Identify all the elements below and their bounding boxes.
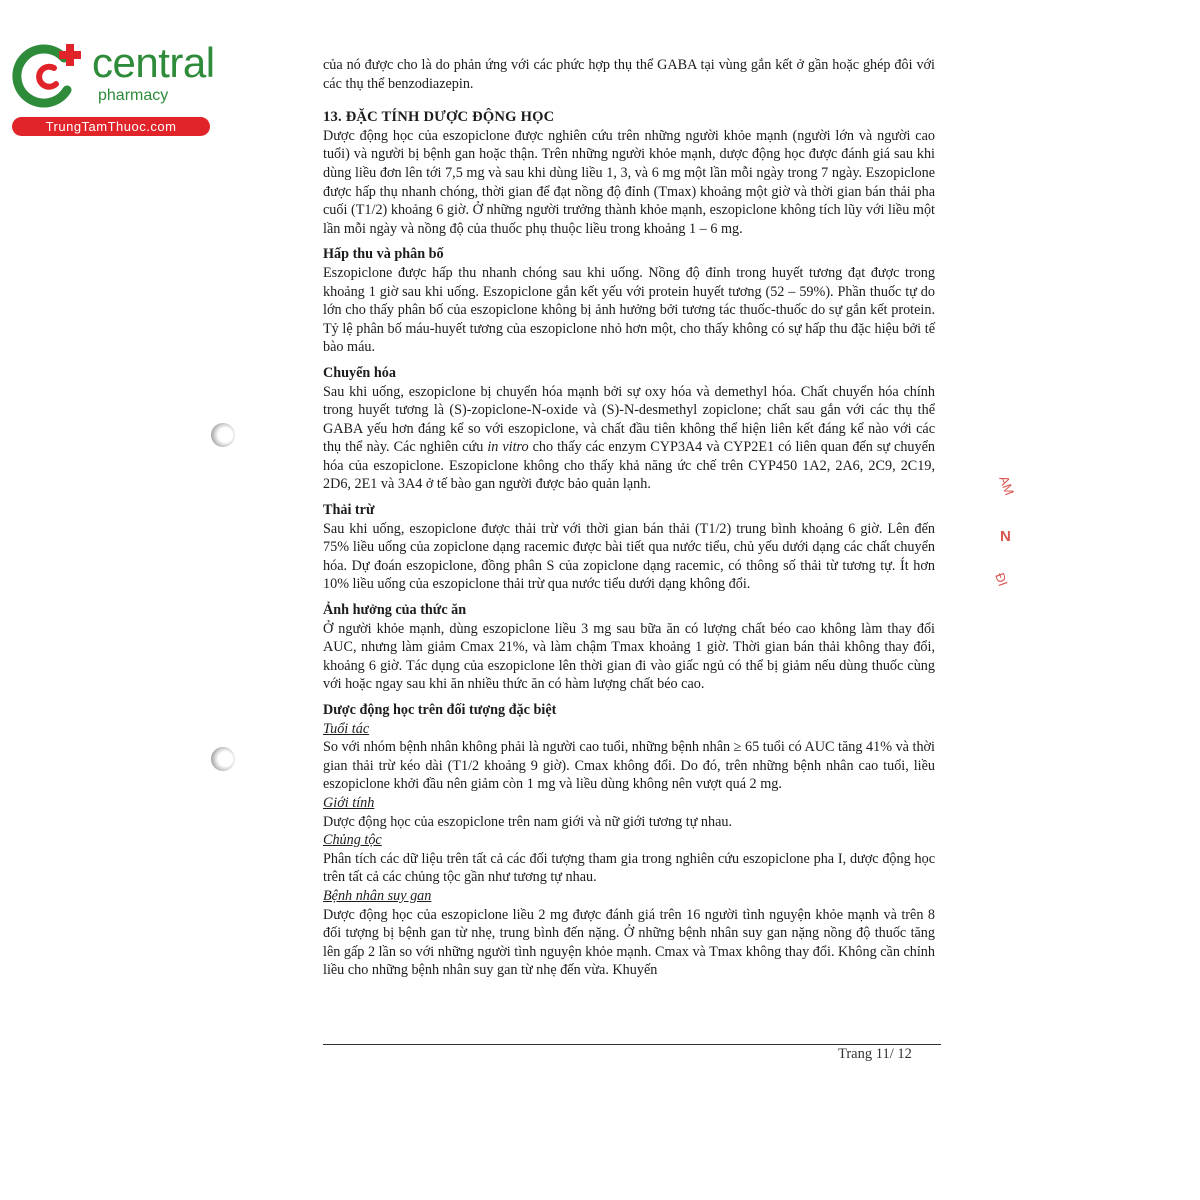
punch-hole-top	[211, 423, 235, 447]
special-heading: Dược động học trên đối tượng đặc biệt	[323, 702, 557, 718]
logo-subtitle: pharmacy	[98, 87, 169, 104]
margin-stamp-3: ĐI	[992, 570, 1011, 589]
absorption-paragraph: Eszopiclone được hấp thu nhanh chóng sau khi uống. Nồng độ đỉnh trong huyết tương đạt được trong khoảng 1 giờ sau khi uống. Eszopiclone gắn kết yếu với protein huyết tương (52 – 59%). Phần thuốc tự do lớn cho thấy phân bố của eszopiclone không bị ảnh hưởng bởi tương tác thuốc-thuốc do sự gắn kết protein. Tỷ lệ phân bố máu-huyết tương của eszopiclone nhỏ hơn một, cho thấy không có sự hấp thu đặc hiệu bởi tế bào máu.	[323, 264, 935, 356]
liver-paragraph: Dược động học của eszopiclone liều 2 mg được đánh giá trên 16 người tình nguyện khỏe mạnh và trên 8 đối tượng bị bệnh gan từ nhẹ, trung bình đến nặng. Ở những bệnh nhân suy gan nặng nồng độ thuốc tăng lên gấp 2 lần so với những người tình nguyện khỏe mạnh. Cmax và Tmax không thay đổi. Không cần chỉnh liều cho những bệnh nhân suy gan từ nhẹ đến vừa. Khuyến	[323, 906, 935, 979]
metabolism-text-after: cho thấy các enzym CYP3A4 và CYP2E1 có liên quan đến sự chuyển hóa của eszopiclone. Eszopiclone không cho thấy khả năng ức chế trên CYP450 1A2, 2A6, 2C9, 2C19, 2D6, 2E1 và 3A4 ở tế bào gan người được bảo quản lạnh.	[323, 439, 936, 493]
age-subheading: Tuổi tác	[323, 720, 370, 737]
page-number: Trang 11/ 12	[838, 1046, 912, 1062]
punch-hole-bottom	[211, 747, 235, 771]
age-paragraph: So với nhóm bệnh nhân không phải là người cao tuổi, những bệnh nhân ≥ 65 tuổi có AUC tăng 41% và thời gian thải trừ kéo dài (T1/2 khoảng 9 giờ). Cmax không đổi. Do đó, trên những bệnh nhân cao tuổi, liều eszopiclone khởi đầu nên giảm còn 1 mg và liều dùng không nên vượt quá 2 mg.	[323, 739, 935, 793]
metabolism-heading: Chuyển hóa	[323, 364, 396, 381]
race-paragraph: Phân tích các dữ liệu trên tất cả các đối tượng tham gia trong nghiên cứu eszopiclone pha I, dược động học trên tất cả các chủng tộc gần như tương tự nhau.	[323, 850, 935, 886]
absorption-heading: Hấp thu và phân bố	[323, 246, 444, 263]
logo-wordmark: central	[92, 39, 215, 86]
metabolism-text-before: Sau khi uống, eszopiclone bị chuyển hóa mạnh bởi sự oxy hóa và demethyl hóa. Chất chuyển hóa chính trong huyết tương là (S)-zopiclone-N-oxide và (S)-N-desmethyl zopiclone; chất sau gắn với các thụ thể GABA yếu hơn đáng kể so với eszopiclone, và chất đầu tiên không thể hiện liên kết đáng kể nào với các thụ thể này. Các nghiên cứu	[323, 383, 935, 456]
gender-paragraph: Dược động học của eszopiclone trên nam giới và nữ giới tương tự nhau.	[323, 813, 733, 830]
metabolism-paragraph	[323, 383, 935, 495]
race-subheading: Chủng tộc	[323, 832, 382, 849]
elimination-paragraph: Sau khi uống, eszopiclone được thải trừ với thời gian bán thải (T1/2) trung bình khoảng 6 giờ. Lên đến 75% liều uống của zopiclone dạng racemic được bài tiết qua nước tiểu, chủ yếu dưới dạng các chất chuyển hóa. Dự đoán eszopiclone, đồng phân S của zopiclone dạng racemic, có thông số thải từ tương tự. Ít hơn 10% liều uống của eszopiclone thải trừ qua nước tiểu dưới dạng không đổi.	[323, 520, 935, 593]
pharmacy-cross-icon	[12, 40, 88, 112]
logo-url-badge: TrungTamThuoc.com	[12, 117, 210, 136]
document-body	[323, 56, 935, 980]
gender-subheading: Giới tính	[323, 794, 375, 811]
margin-stamp-1: AM	[996, 473, 1018, 498]
section-title: 13. ĐẶC TÍNH DƯỢC ĐỘNG HỌC	[323, 109, 555, 126]
food-paragraph: Ở người khỏe mạnh, dùng eszopiclone liều 3 mg sau bữa ăn có lượng chất béo cao không làm thay đổi AUC, nhưng làm giảm Cmax 21%, và làm chậm Tmax khoảng 1 giờ. Thời gian bán thải không thay đổi, khoảng 6 giờ. Tác dụng của eszopiclone lên thời gian đi vào giấc ngủ có thể bị giảm nếu dùng thuốc cùng với hoặc ngay sau khi ăn nhiều thức ăn có hàm lượng chất béo cao.	[323, 620, 935, 693]
elimination-heading: Thải trừ	[323, 502, 375, 519]
intro-paragraph: của nó được cho là do phản ứng với các phức hợp thụ thể GABA tại vùng gắn kết ở gần hoặc ghép đôi với các thụ thể benzodiazepin.	[323, 57, 935, 92]
margin-stamp-2: N	[1000, 528, 1011, 545]
footer-divider	[323, 1044, 941, 1045]
food-heading: Ảnh hưởng của thức ăn	[323, 602, 467, 619]
metabolism-text-italic: in vitro	[487, 439, 529, 456]
central-pharmacy-logo[interactable]	[10, 38, 215, 138]
section-paragraph: Dược động học của eszopiclone được nghiên cứu trên những người khỏe mạnh (người lớn và người cao tuổi) và người bị bệnh gan hoặc thận. Trên những người khỏe mạnh, dược động học được đánh giá sau khi dùng liều đơn lên tới 7,5 mg và sau khi dùng liều 1, 3, và 6 mg một lần mỗi ngày trong 7 ngày. Eszopiclone được hấp thụ nhanh chóng, thời gian để đạt nồng độ đỉnh (Tmax) khoảng một giờ và thời gian bán thải pha cuối (T1/2) khoảng 6 giờ. Ở những người trưởng thành khỏe mạnh, eszopiclone không tích lũy với liều một lần mỗi ngày và nồng độ của thuốc phụ thuộc liều trong khoảng 1 – 6 mg.	[323, 127, 935, 237]
liver-subheading: Bệnh nhân suy gan	[323, 887, 432, 904]
